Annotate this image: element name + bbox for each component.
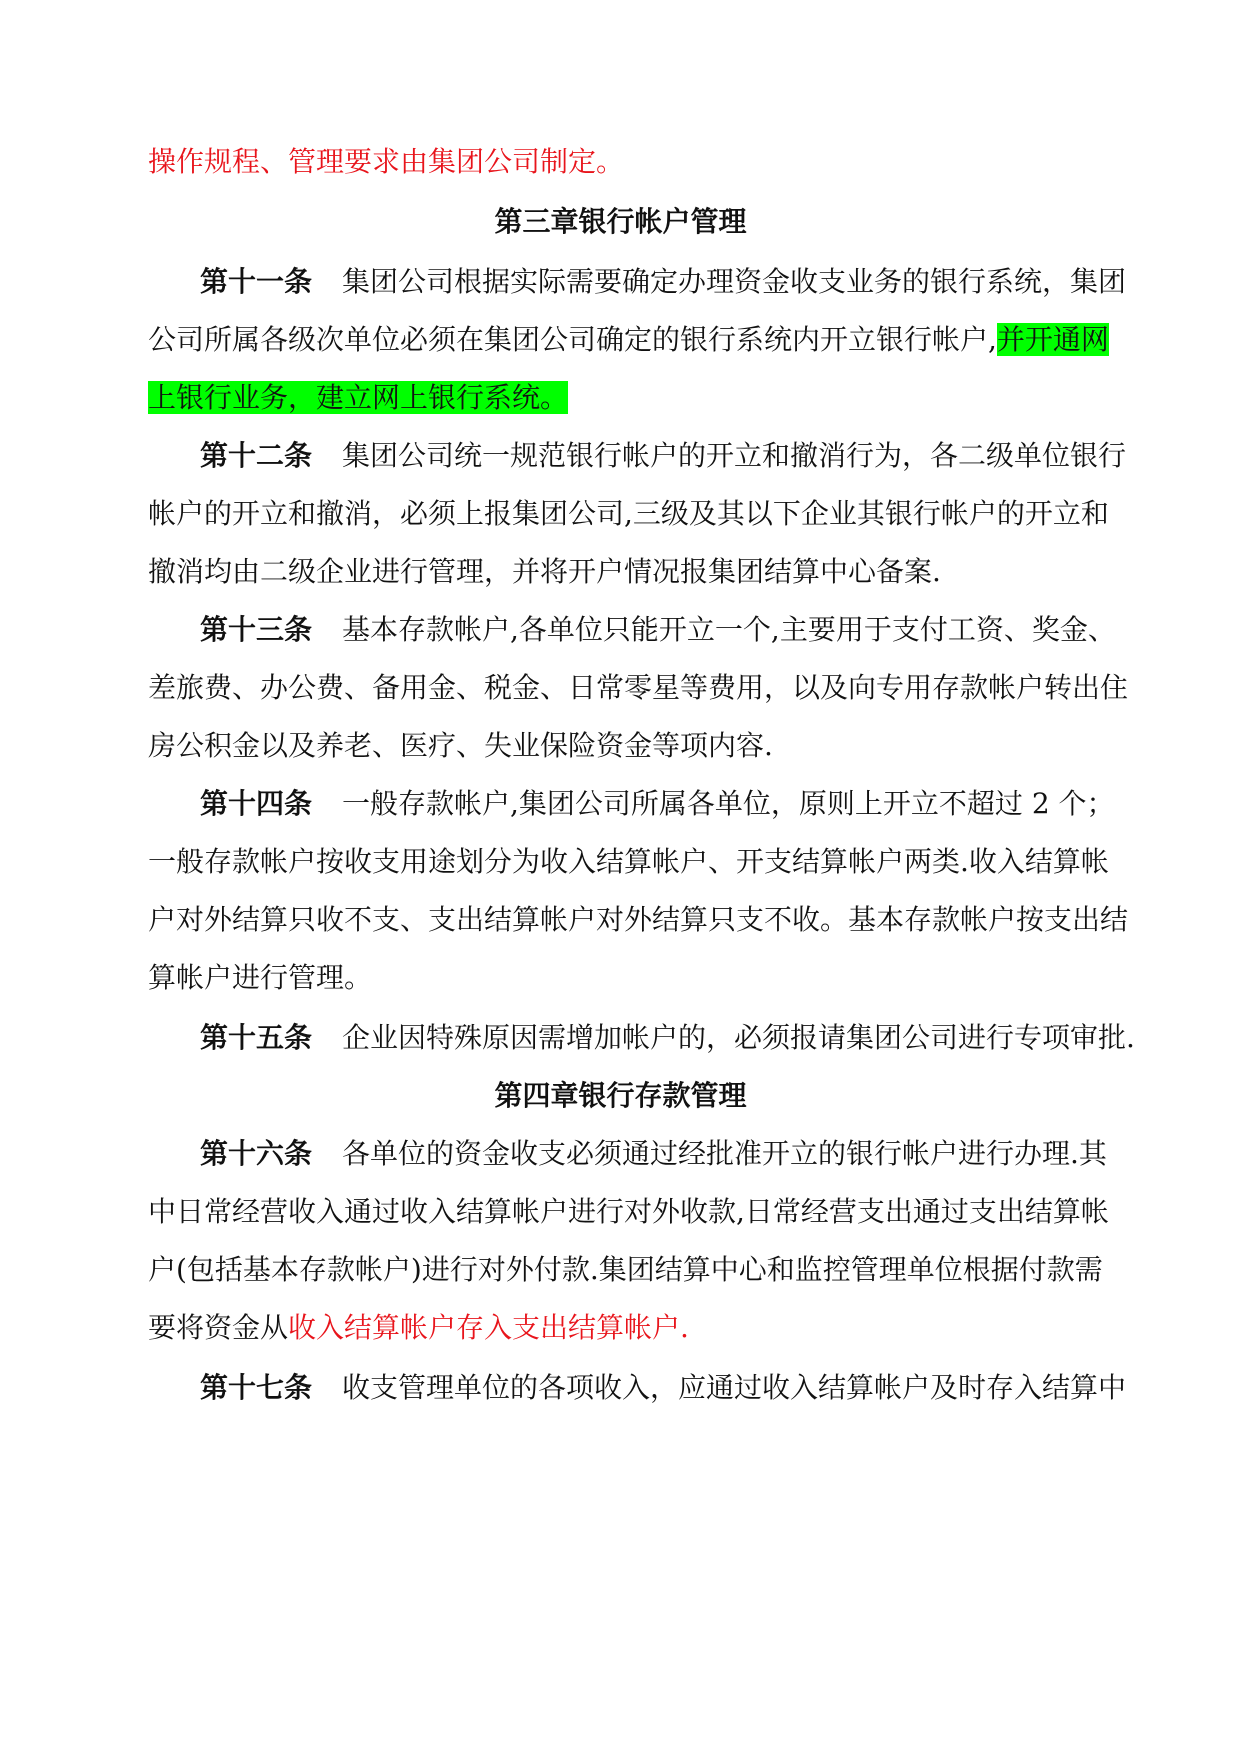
article-17-line-1 <box>200 1364 1126 1412</box>
article-15-line-1 <box>200 1014 1135 1062</box>
article-16-line-4 <box>148 1304 689 1352</box>
article-11-line-3 <box>148 374 568 422</box>
article-16-text-4: 要将资金从 <box>148 1311 289 1344</box>
article-12-line-3: 撤消均由二级企业进行管理，并将开户情况报集团结算中心备案. <box>148 555 941 588</box>
article-11-highlight-1: 并开通网 <box>996 323 1109 356</box>
article-17-label: 第十七条 <box>200 1371 313 1404</box>
article-13-line-2: 差旅费、办公费、备用金、税金、日常零星等费用，以及向专用存款帐户转出住 <box>148 671 1129 704</box>
article-17-text-1: 收支管理单位的各项收入，应通过收入结算帐户及时存入结算中 <box>342 1371 1127 1404</box>
article-11-label: 第十一条 <box>200 265 313 298</box>
article-16-line-1 <box>200 1130 1107 1178</box>
article-16-red-text: 收入结算帐户存入支出结算帐户. <box>288 1311 689 1344</box>
article-11-highlight-2: 上银行业务，建立网上银行系统。 <box>148 381 569 414</box>
article-16-label: 第十六条 <box>200 1137 313 1170</box>
article-14-text-1: 一般存款帐户,集团公司所属各单位，原则上开立不超过 2 个； <box>342 787 1115 820</box>
article-15-label: 第十五条 <box>200 1021 313 1054</box>
article-13-label: 第十三条 <box>200 613 313 646</box>
article-13-line-3: 房公积金以及养老、医疗、失业保险资金等项内容. <box>148 729 773 762</box>
article-15-text-1: 企业因特殊原因需增加帐户的，必须报请集团公司进行专项审批. <box>342 1021 1135 1054</box>
article-14-line-1 <box>200 780 1115 828</box>
article-11-line-1 <box>200 258 1126 306</box>
chapter-4-title: 第四章银行存款管理 <box>494 1079 747 1112</box>
article-12-label: 第十二条 <box>200 439 313 472</box>
article-13-line-1 <box>200 606 1116 654</box>
article-11-text-1: 集团公司根据实际需要确定办理资金收支业务的银行系统，集团 <box>342 265 1127 298</box>
article-13-text-1: 基本存款帐户,各单位只能开立一个,主要用于支付工资、奖金、 <box>342 613 1116 646</box>
article-14-line-4: 算帐户进行管理。 <box>148 961 373 994</box>
article-14-line-2: 一般存款帐户按收支用途划分为收入结算帐户、开支结算帐户两类.收入结算帐 <box>148 845 1109 878</box>
chapter-3-title: 第三章银行帐户管理 <box>494 205 747 238</box>
article-11-line-2 <box>148 316 1109 364</box>
article-16-text-1: 各单位的资金收支必须通过经批准开立的银行帐户进行办理.其 <box>342 1137 1107 1170</box>
article-12-text-1: 集团公司统一规范银行帐户的开立和撤消行为，各二级单位银行 <box>342 439 1127 472</box>
intro-line: 操作规程、管理要求由集团公司制定。 <box>148 145 625 178</box>
article-14-line-3: 户对外结算只收不支、支出结算帐户对外结算只支不收。基本存款帐户按支出结 <box>148 903 1129 936</box>
article-11-text-2: 公司所属各级次单位必须在集团公司确定的银行系统内开立银行帐户, <box>148 323 997 356</box>
article-16-line-3: 户(包括基本存款帐户)进行对外付款.集团结算中心和监控管理单位根据付款需 <box>148 1253 1103 1286</box>
article-12-line-2: 帐户的开立和撤消，必须上报集团公司,三级及其以下企业其银行帐户的开立和 <box>148 497 1109 530</box>
article-16-line-2: 中日常经营收入通过收入结算帐户进行对外收款,日常经营支出通过支出结算帐 <box>148 1195 1109 1228</box>
article-14-label: 第十四条 <box>200 787 313 820</box>
article-12-line-1 <box>200 432 1126 480</box>
